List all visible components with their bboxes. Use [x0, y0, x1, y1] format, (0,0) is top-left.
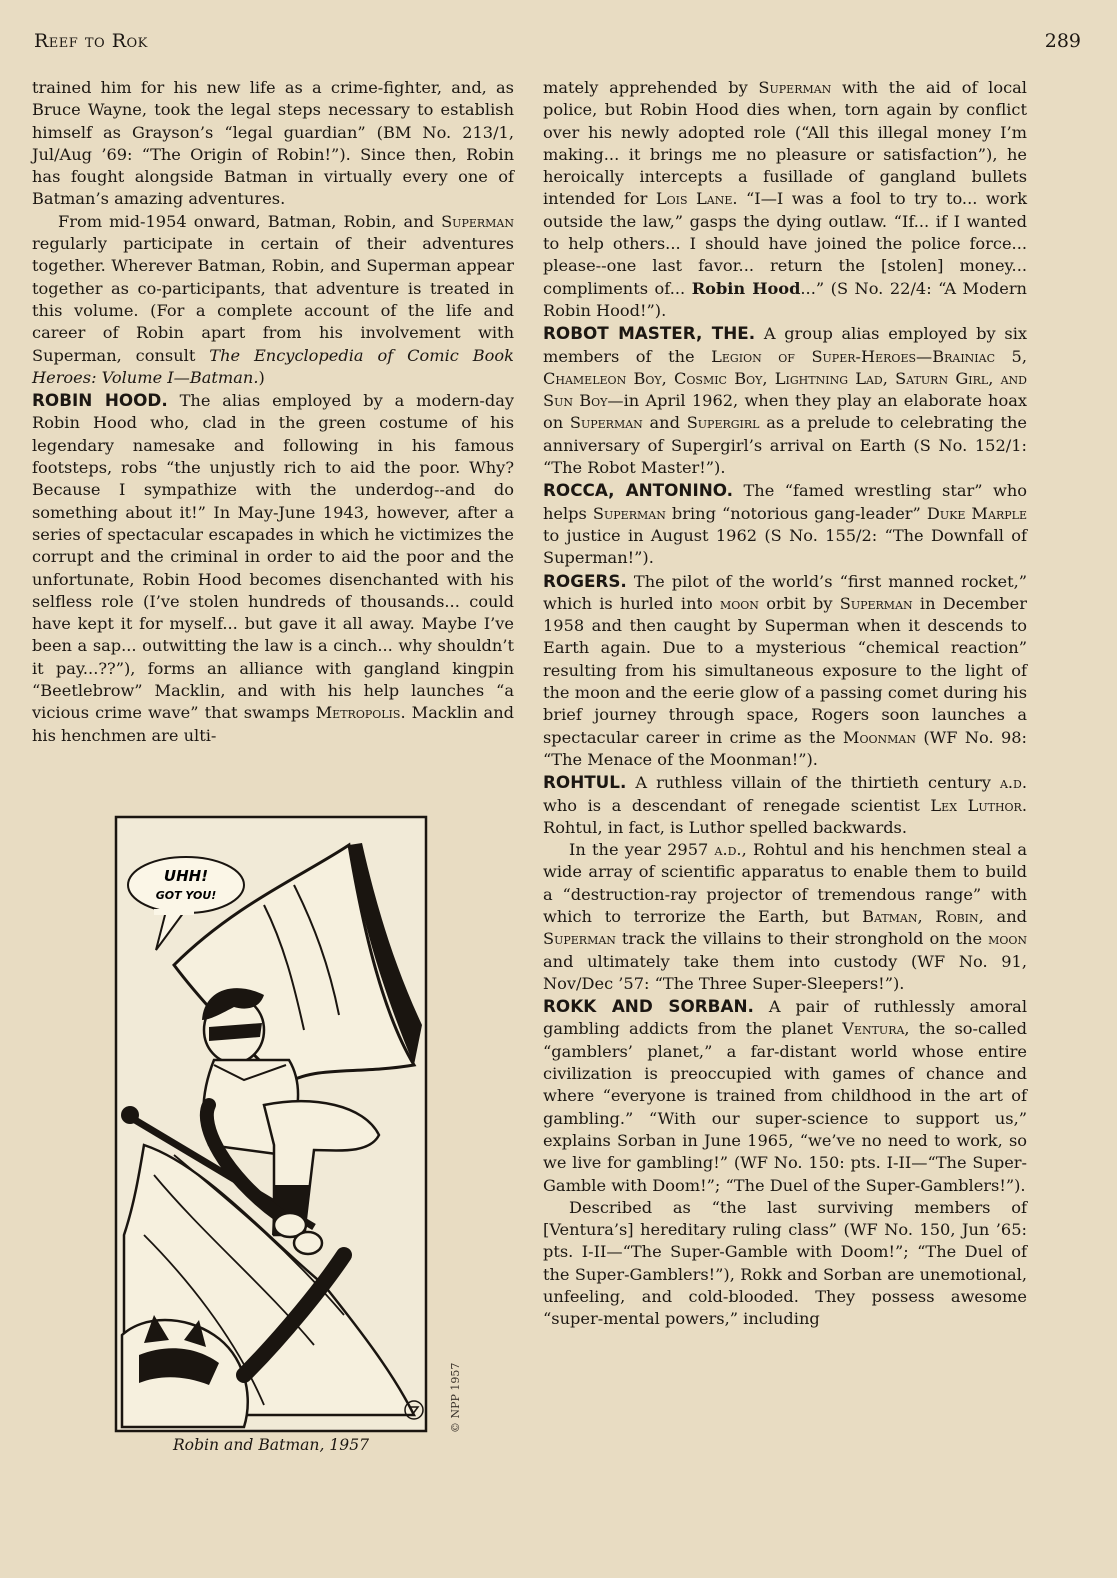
rokk-paragraph-2: Described as “the last surviving members of [Ventura’s] hereditary ruling class” (WF No. 150, Jun ’65: pts. I-II—“The Super-Gamble with Doom!”; “The Duel of the Super-Gamblers!”), Rokk and Sorban are unemotional, unfeeling, and cold-blooded. They possess awesome “super-mental powers,” including: [543, 1197, 1027, 1329]
entry-headword: ROCCA, ANTONINO.: [543, 480, 734, 501]
rohtul-paragraph-2: In the year 2957 a.d., Rohtul and his henchmen steal a wide array of scientific apparatus to enable them to build a “destruction-ray projector of tremendous range” with which to terrorize the Earth, but Batman, Robin, and Superman track the villains to their stronghold on the moon and ultimately take them into custody (WF No. 91, Nov/Dec ’57: “The Three Super-Sleepers!”).: [543, 840, 1028, 993]
entry-rocca-antonino: ROCCA, ANTONINO. The “famed wrestling star” who helps Superman bring “notorious gang-leader” Duke Marple to justice in August 1962 (S No. 155/2: “The Downfall of Superman!”).: [543, 480, 1027, 568]
entry-headword: ROHTUL.: [543, 772, 627, 793]
running-head: Reef to Rok: [34, 30, 148, 52]
entry-robin-hood: ROBIN HOOD. The alias employed by a modern-day Robin Hood who, clad in the green costume of his legendary namesake and following in his famous footsteps, robs “the unjustly rich to aid the poor. Why? Because I sympathize with the underdog--and do something about it!” In May-June 1943, however, after a series of spectacular escapades in which he victimizes the corrupt and the criminal in order to aid the poor and the unfortunate, Robin Hood becomes disenchanted with his selfless role (I’ve stolen hundreds of thousands... could have kept it for myself... but gave it all away. Maybe I’ve been a sap... outwitting the law is a cinch... why shouldn’t it pay...??”), forms an alliance with gangland kingpin “Beetlebrow” Macklin, and with his help launches “a vicious crime wave” that swamps Metropolis. Macklin and his henchmen are ulti-: [32, 390, 514, 745]
entry-headword: ROBOT MASTER, THE.: [543, 323, 756, 344]
balloon-line-2: GOT YOU!: [155, 889, 217, 902]
right-column: [543, 77, 1027, 1331]
balloon-line-1: UHH!: [163, 867, 209, 885]
comic-illustration: [114, 815, 428, 1433]
pole-knob: [121, 1106, 139, 1124]
speech-balloon: [128, 857, 244, 913]
comic-panel: [114, 815, 428, 1433]
gripping-hand-2: [294, 1232, 322, 1254]
left-column: [32, 77, 514, 747]
entry-headword: ROGERS.: [543, 570, 627, 591]
entry-headword: ROBIN HOOD.: [32, 390, 168, 411]
entry-rogers: ROGERS. The pilot of the world’s “first manned rocket,” which is hurled into moon orbit by Superman in December 1958 and then caught by Superman when it descends to Earth again. Due to a mysterious “chemical reaction” resulting from his simultaneous exposure to the light of the moon and the eerie glow of a passing comet during his brief journey through space, Rogers soon launches a spectacular career in crime as the Moonman (WF No. 98: “The Menace of the Moonman!”).: [543, 570, 1027, 769]
entry-rohtul: ROHTUL. A ruthless villain of the thirtieth century a.d. who is a descendant of renegade scientist Lex Luthor. Rohtul, in fact, is Luthor spelled backwards.: [543, 772, 1027, 837]
robin-hood-continuation: mately apprehended by Superman with the aid of local police, but Robin Hood dies when, torn again by conflict over his newly adopted role (“All this illegal money I’m making... it brings me no pleasure or satisfaction”), he heroically intercepts a fusillade of gangland bullets intended for Lois Lane. “I—I was a fool to try to... work outside the law,” gasps the dying outlaw. “If... if I wanted to help others... I should have joined the police force... please--one last favor... return the [stolen] money... compliments of... Robin Hood...” (S No. 22/4: “A Modern Robin Hood!”).: [543, 78, 1028, 320]
page-header: [34, 30, 1081, 56]
team-up-paragraph: From mid-1954 onward, Batman, Robin, and Superman regularly participate in certain of their adventures together. Wherever Batman, Robin, and Superman appear together as co-participants, that adventure is treated in this volume. (For a complete account of the life and career of Robin apart from his involvement with Superman, consult The Encyclopedia of Comic Book Heroes: Volume I—Batman.): [32, 211, 514, 387]
batman-robin-continuation: trained him for his new life as a crime-fighter, and, as Bruce Wayne, took the legal steps necessary to establish himself as Grayson’s “legal guardian” (BM No. 213/1, Jul/Aug ’69: “The Origin of Robin!”). Since then, Robin has fought alongside Batman in virtually every one of Batman’s amazing adventures.: [32, 78, 514, 209]
copyright-credit: © NPP 1957: [449, 1362, 462, 1433]
entry-headword: ROKK AND SORBAN.: [543, 996, 754, 1017]
figure-caption: Robin and Batman, 1957: [172, 1436, 370, 1454]
entry-rokk-and-sorban: ROKK AND SORBAN. A pair of ruthlessly amoral gambling addicts from the planet Ventura, the so-called “gamblers’ planet,” a far-distant world whose entire civilization is preoccupied with games of chance and where “everyone is trained from childhood in the art of gambling.” “With our super-science to support us,” explains Sorban in June 1965, “we’ve no need to work, so we live for gambling!” (WF No. 150: pts. I-II—“The Super-Gamble with Doom!”; “The Duel of the Super-Gamblers!”).: [543, 996, 1027, 1195]
entry-robot-master: ROBOT MASTER, THE. A group alias employed by six members of the Legion of Super-Heroes—Brainiac 5, Chameleon Boy, Cosmic Boy, Lightning Lad, Saturn Girl, and Sun Boy—in April 1962, when they play an elaborate hoax on Superman and Supergirl as a prelude to celebrating the anniversary of Supergirl’s arrival on Earth (S No. 152/1: “The Robot Master!”).: [543, 323, 1028, 478]
page-number: 289: [1044, 30, 1081, 52]
